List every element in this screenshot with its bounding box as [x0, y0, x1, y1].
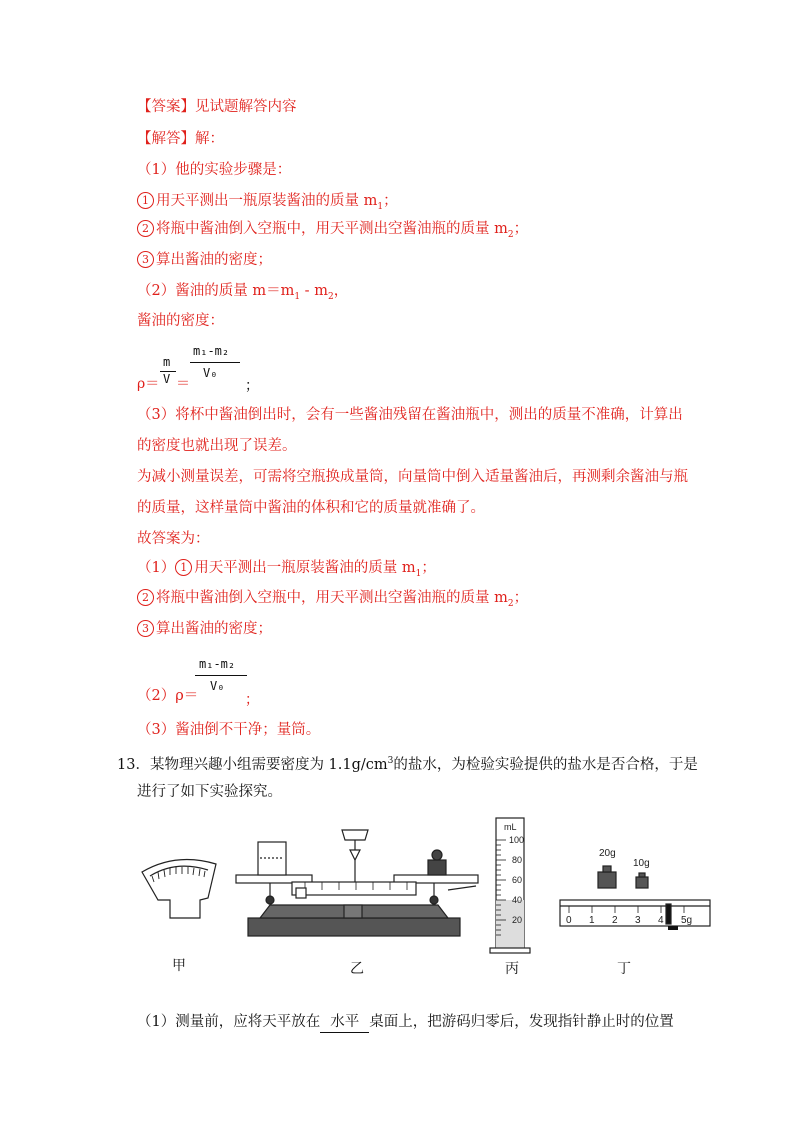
- semicolon-2: ；: [245, 692, 259, 708]
- answer-text: 见试题解答内容: [195, 99, 297, 115]
- error-line-2: 的密度也就出现了误差。: [137, 438, 297, 454]
- answer-line: [137, 97, 297, 117]
- density-label: 酱油的密度：: [137, 313, 224, 329]
- fig-label-ding: 丁: [617, 961, 631, 977]
- rho-symbol: ρ＝: [137, 376, 160, 392]
- final-step-3b: （3）酱油倒不干净；量筒。: [137, 722, 321, 738]
- weight-10g: 10g: [633, 858, 650, 869]
- final-step-1: （1） 1 用天平测出一瓶原装酱油的质量 $m_1$；: [137, 560, 436, 579]
- ruler-tick-2: 2: [612, 915, 618, 926]
- q13-part1: （1）测量前，应将天平放在 水平 桌面上，把游码归零后，发现指针静止时的位置: [137, 1012, 674, 1033]
- ruler-tick-1: 1: [589, 915, 595, 926]
- circle-3: 3: [137, 251, 154, 268]
- balance-scale-icon: [236, 830, 478, 936]
- mass-line: （2）酱油的质量 $m=m_1 - m_2$，: [137, 283, 349, 302]
- frac-num: m₁-m₂: [193, 344, 230, 358]
- frac2-den: V₀: [210, 679, 225, 693]
- solution-text: 解：: [195, 131, 224, 147]
- semicolon: ；: [245, 378, 259, 394]
- formula2-prefix: （2）ρ＝: [137, 688, 199, 704]
- pointer-dial-icon: [142, 860, 216, 919]
- weight-20g: 20g: [599, 848, 616, 859]
- step-3: 3 算出酱油的密度；: [137, 250, 272, 270]
- cyl-tick-80: 80: [512, 855, 523, 865]
- ruler-tick-4: 4: [658, 915, 664, 926]
- circle-2: 2: [137, 220, 154, 237]
- frac-V: V: [163, 372, 171, 386]
- q13-line-2: 进行了如下实验探究。: [137, 784, 282, 800]
- cyl-tick-40: 40: [512, 895, 523, 905]
- final-heading: 故答案为：: [137, 531, 210, 547]
- answer-blank: 水平: [320, 1012, 369, 1033]
- fig-label-jia: 甲: [172, 958, 186, 974]
- step-heading: （1）他的实验步骤是：: [137, 162, 292, 178]
- frac2-num: m₁-m₂: [199, 657, 236, 671]
- reduce-line-2: 的质量，这样量筒中酱油的体积和它的质量就准确了。: [137, 500, 485, 516]
- answer-tag: 【答案】: [137, 99, 195, 115]
- cyl-tick-20: 20: [512, 915, 523, 925]
- fig-label-bing: 丙: [505, 961, 519, 977]
- step-2: 2 将瓶中酱油倒入空瓶中，用天平测出空酱油瓶的质量 $m_2$；: [137, 219, 528, 245]
- weights-icon: [598, 866, 648, 888]
- cyl-tick-60: 60: [512, 875, 523, 885]
- final-step-3: 3 算出酱油的密度；: [137, 619, 272, 639]
- frac-den: V₀: [203, 366, 218, 380]
- reduce-line-1: 为减小测量误差，可需将空瓶换成量筒，向量筒中倒入适量酱油后，再测剩余酱油与瓶: [137, 469, 688, 485]
- frac-m: m: [163, 355, 171, 369]
- equals: ＝: [176, 376, 190, 392]
- fig-label-yi: 乙: [350, 961, 364, 977]
- step-1: 1 用天平测出一瓶原装酱油的质量 $m_1$；: [137, 191, 398, 217]
- cyl-unit: mL: [504, 822, 517, 832]
- error-line-1: （3）将杯中酱油倒出时，会有一些酱油残留在酱油瓶中，测出的质量不准确，计算出: [137, 407, 683, 423]
- cyl-tick-100: 100: [509, 835, 525, 845]
- experiment-figure: [0, 800, 800, 980]
- q13-line-1: 13．某物理兴趣小组需要密度为 $1.1g/cm^3$的盐水，为检验实验提供的盐水是否合格，于是: [117, 756, 698, 773]
- solution-tag: 【解答】: [137, 131, 195, 147]
- circle-1: 1: [137, 192, 154, 209]
- ruler-tick-0: 0: [566, 915, 572, 926]
- ruler-tick-5g: 5g: [681, 915, 693, 926]
- ruler-tick-3: 3: [635, 915, 641, 926]
- final-step-2: 2 将瓶中酱油倒入空瓶中，用天平测出空酱油瓶的质量 $m_2$；: [137, 588, 528, 614]
- solution-line: [137, 129, 224, 149]
